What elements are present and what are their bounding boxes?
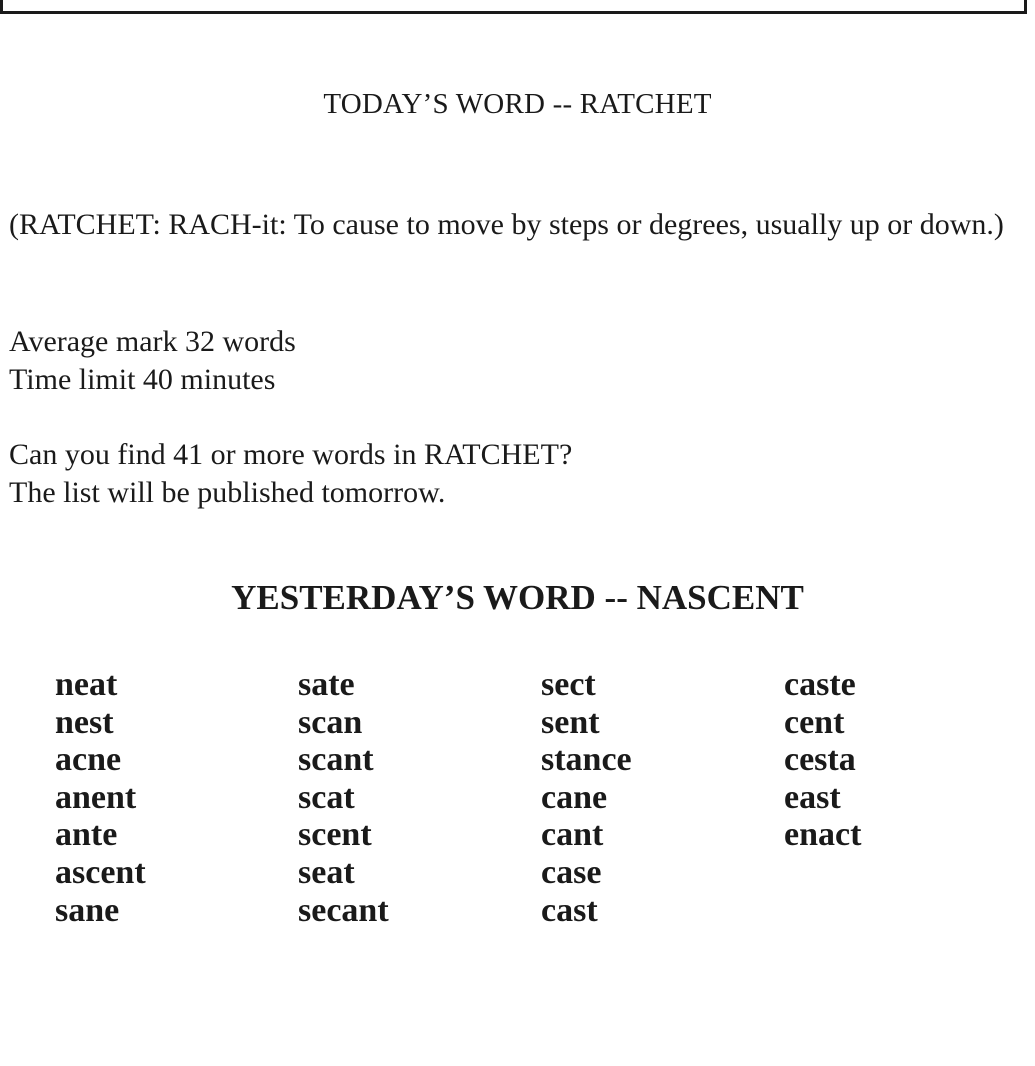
word-item: cent bbox=[784, 703, 845, 741]
word-item: scat bbox=[298, 778, 355, 816]
word-item: seat bbox=[298, 853, 355, 891]
challenge-text bbox=[9, 436, 572, 512]
word-item: neat bbox=[55, 666, 118, 703]
word-item: nest bbox=[55, 703, 114, 741]
word-item: scan bbox=[298, 703, 363, 741]
time-limit: Time limit 40 minutes bbox=[9, 363, 276, 396]
word-list bbox=[55, 666, 1027, 929]
word-column-1 bbox=[55, 666, 298, 929]
word-item: caste bbox=[784, 666, 856, 703]
word-item: sect bbox=[541, 666, 596, 703]
word-item: scant bbox=[298, 741, 374, 779]
word-item: sate bbox=[298, 666, 355, 703]
word-column-3 bbox=[541, 666, 784, 929]
puzzle-stats bbox=[9, 323, 296, 399]
word-item: sane bbox=[55, 891, 120, 929]
word-column-2 bbox=[298, 666, 541, 929]
today-word-heading: TODAY’S WORD -- RATCHET bbox=[323, 88, 712, 120]
word-item: scent bbox=[298, 816, 372, 854]
word-item: case bbox=[541, 853, 602, 891]
word-item: east bbox=[784, 778, 841, 816]
word-item: secant bbox=[298, 891, 389, 929]
word-item: ascent bbox=[55, 853, 146, 891]
word-item: cane bbox=[541, 778, 608, 816]
word-item: stance bbox=[541, 741, 632, 779]
yesterday-word-heading: YESTERDAY’S WORD -- NASCENT bbox=[231, 578, 804, 617]
word-item: anent bbox=[55, 778, 137, 816]
top-border-box bbox=[0, 0, 1027, 14]
average-mark: Average mark 32 words bbox=[9, 325, 296, 358]
word-item: acne bbox=[55, 741, 122, 779]
word-item: sent bbox=[541, 703, 600, 741]
publish-note: The list will be published tomorrow. bbox=[9, 476, 446, 509]
challenge-question: Can you find 41 or more words in RATCHET? bbox=[9, 438, 573, 471]
word-item: cant bbox=[541, 816, 604, 854]
word-item: cast bbox=[541, 891, 598, 929]
word-item: cesta bbox=[784, 741, 856, 779]
word-definition: (RATCHET: RACH-it: To cause to move by steps or degrees, usually up or down.) bbox=[9, 208, 1004, 241]
word-column-4 bbox=[784, 666, 1027, 929]
word-item: ante bbox=[55, 816, 118, 854]
word-item: enact bbox=[784, 816, 862, 854]
